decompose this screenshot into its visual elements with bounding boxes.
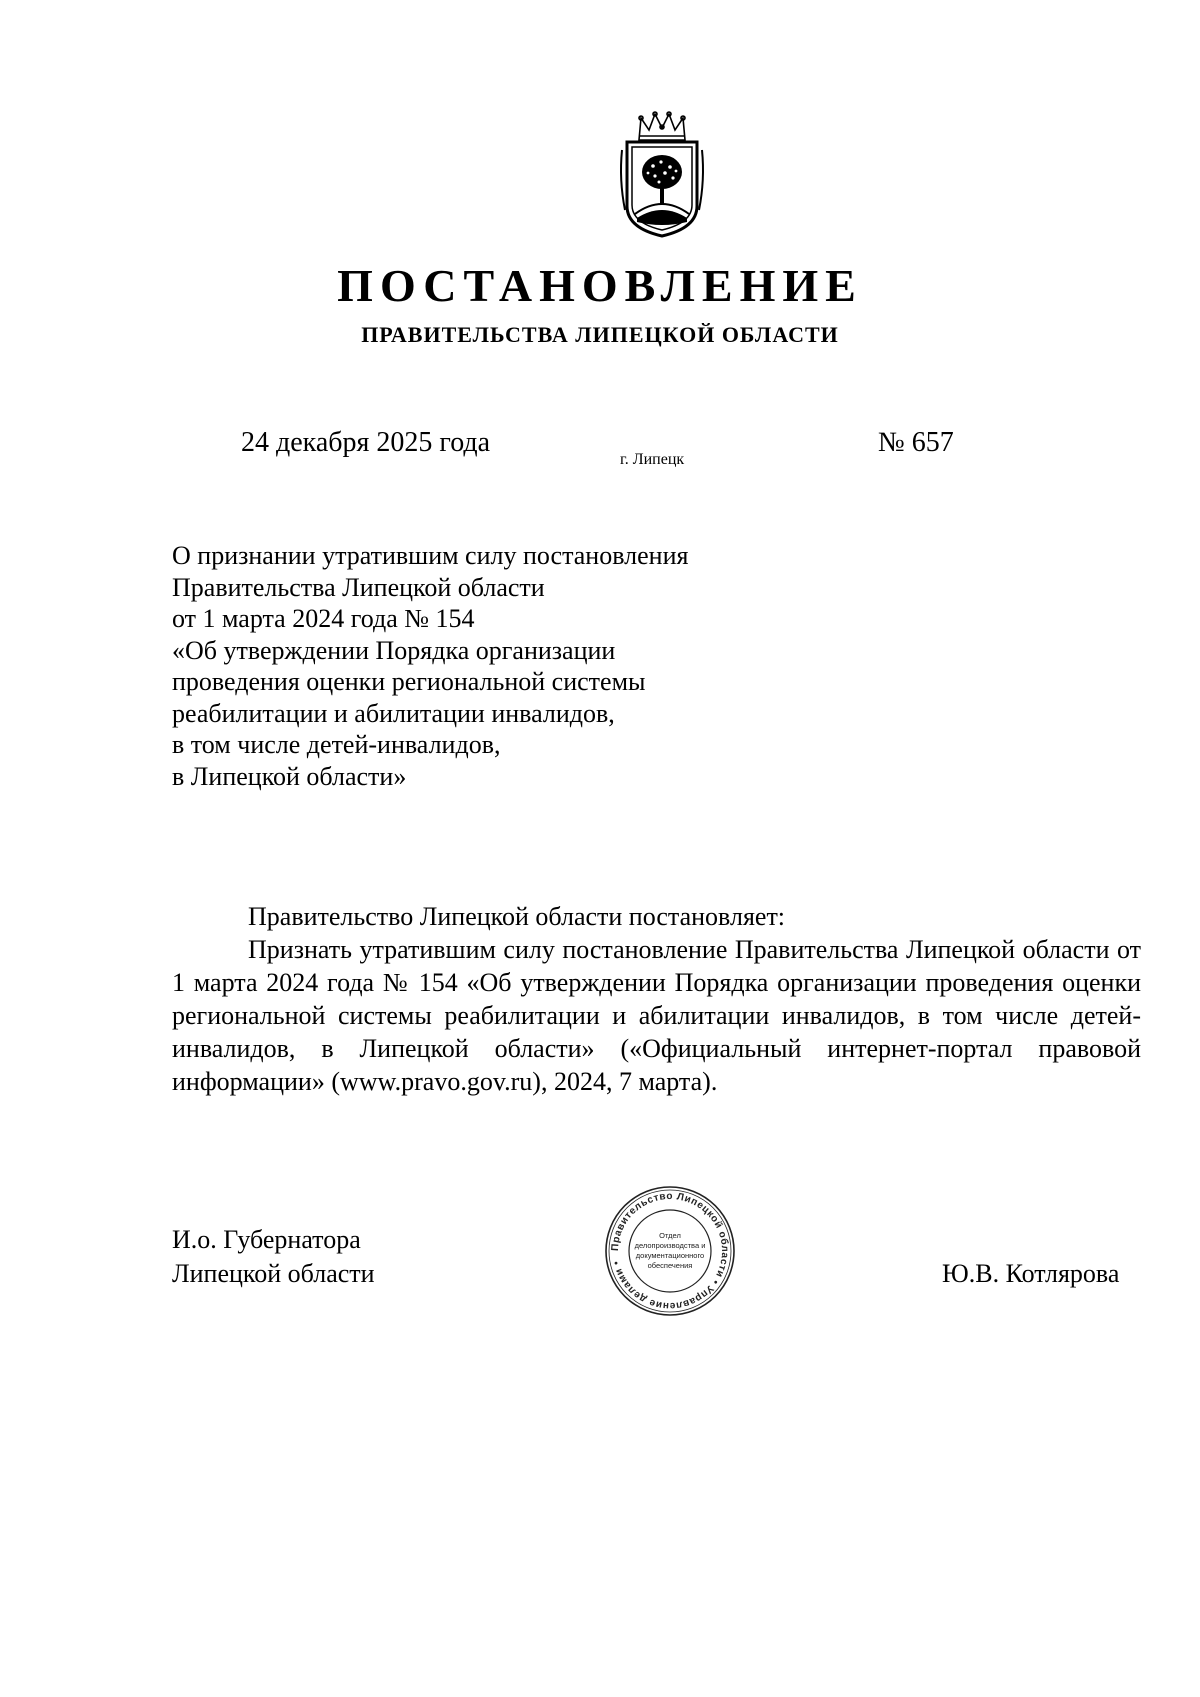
svg-text:документационного: документационного xyxy=(635,1251,705,1260)
heading-line: Правительства Липецкой области xyxy=(172,572,545,602)
document-body xyxy=(172,900,1141,1098)
svg-text:делопроизводства и: делопроизводства и xyxy=(634,1241,706,1250)
heading-line: от 1 марта 2024 года № 154 xyxy=(172,604,475,633)
signatory-position xyxy=(172,1223,375,1291)
heading-line: О признании утратившим силу постановления xyxy=(172,541,689,570)
document-heading xyxy=(172,540,812,792)
heading-line: в том числе детей-инвалидов, xyxy=(172,730,501,759)
document-number: № 657 xyxy=(878,427,954,458)
heading-line: реабилитации и абилитации инвалидов, xyxy=(172,698,615,728)
document-date: 24 декабря 2025 года xyxy=(241,427,491,458)
document-city: г. Липецк xyxy=(620,451,685,468)
issuing-authority: ПРАВИТЕЛЬСТВА ЛИПЕЦКОЙ ОБЛАСТИ xyxy=(361,322,839,347)
signatory-name: Ю.В. Котлярова xyxy=(942,1259,1120,1288)
signatory-position-line: И.о. Губернатора xyxy=(172,1225,361,1254)
heading-line: в Липецкой области» xyxy=(172,761,407,791)
svg-text:Правительство Липецкой области: Правительство Липецкой области • Управление делами • xyxy=(609,1190,731,1312)
body-paragraph: Признать утратившим силу постановление Правительства Липецкой области от 1 марта 2024 года № 154 «Об утверждении Порядка организации проведения оценки региональной системы реабилитации и абилитации инвалидов, в том числе детей-инвалидов, в Липецкой области» («Официальный интернет-портал правовой информации» (www.pravo.gov.ru), 2024, 7 марта). xyxy=(172,935,1141,1096)
body-intro: Правительство Липецкой области постановляет: xyxy=(248,902,786,931)
svg-text:обеспечения: обеспечения xyxy=(647,1261,693,1270)
document-title: ПОСТАНОВЛЕНИЕ xyxy=(337,260,863,311)
signatory-position-line: Липецкой области xyxy=(172,1259,375,1288)
official-seal xyxy=(603,1184,737,1318)
heading-line: проведения оценки региональной системы xyxy=(172,667,646,696)
svg-text:Отдел: Отдел xyxy=(659,1231,681,1240)
heading-line: «Об утверждении Порядка организации xyxy=(172,635,616,665)
coat-of-arms-icon xyxy=(617,110,707,238)
